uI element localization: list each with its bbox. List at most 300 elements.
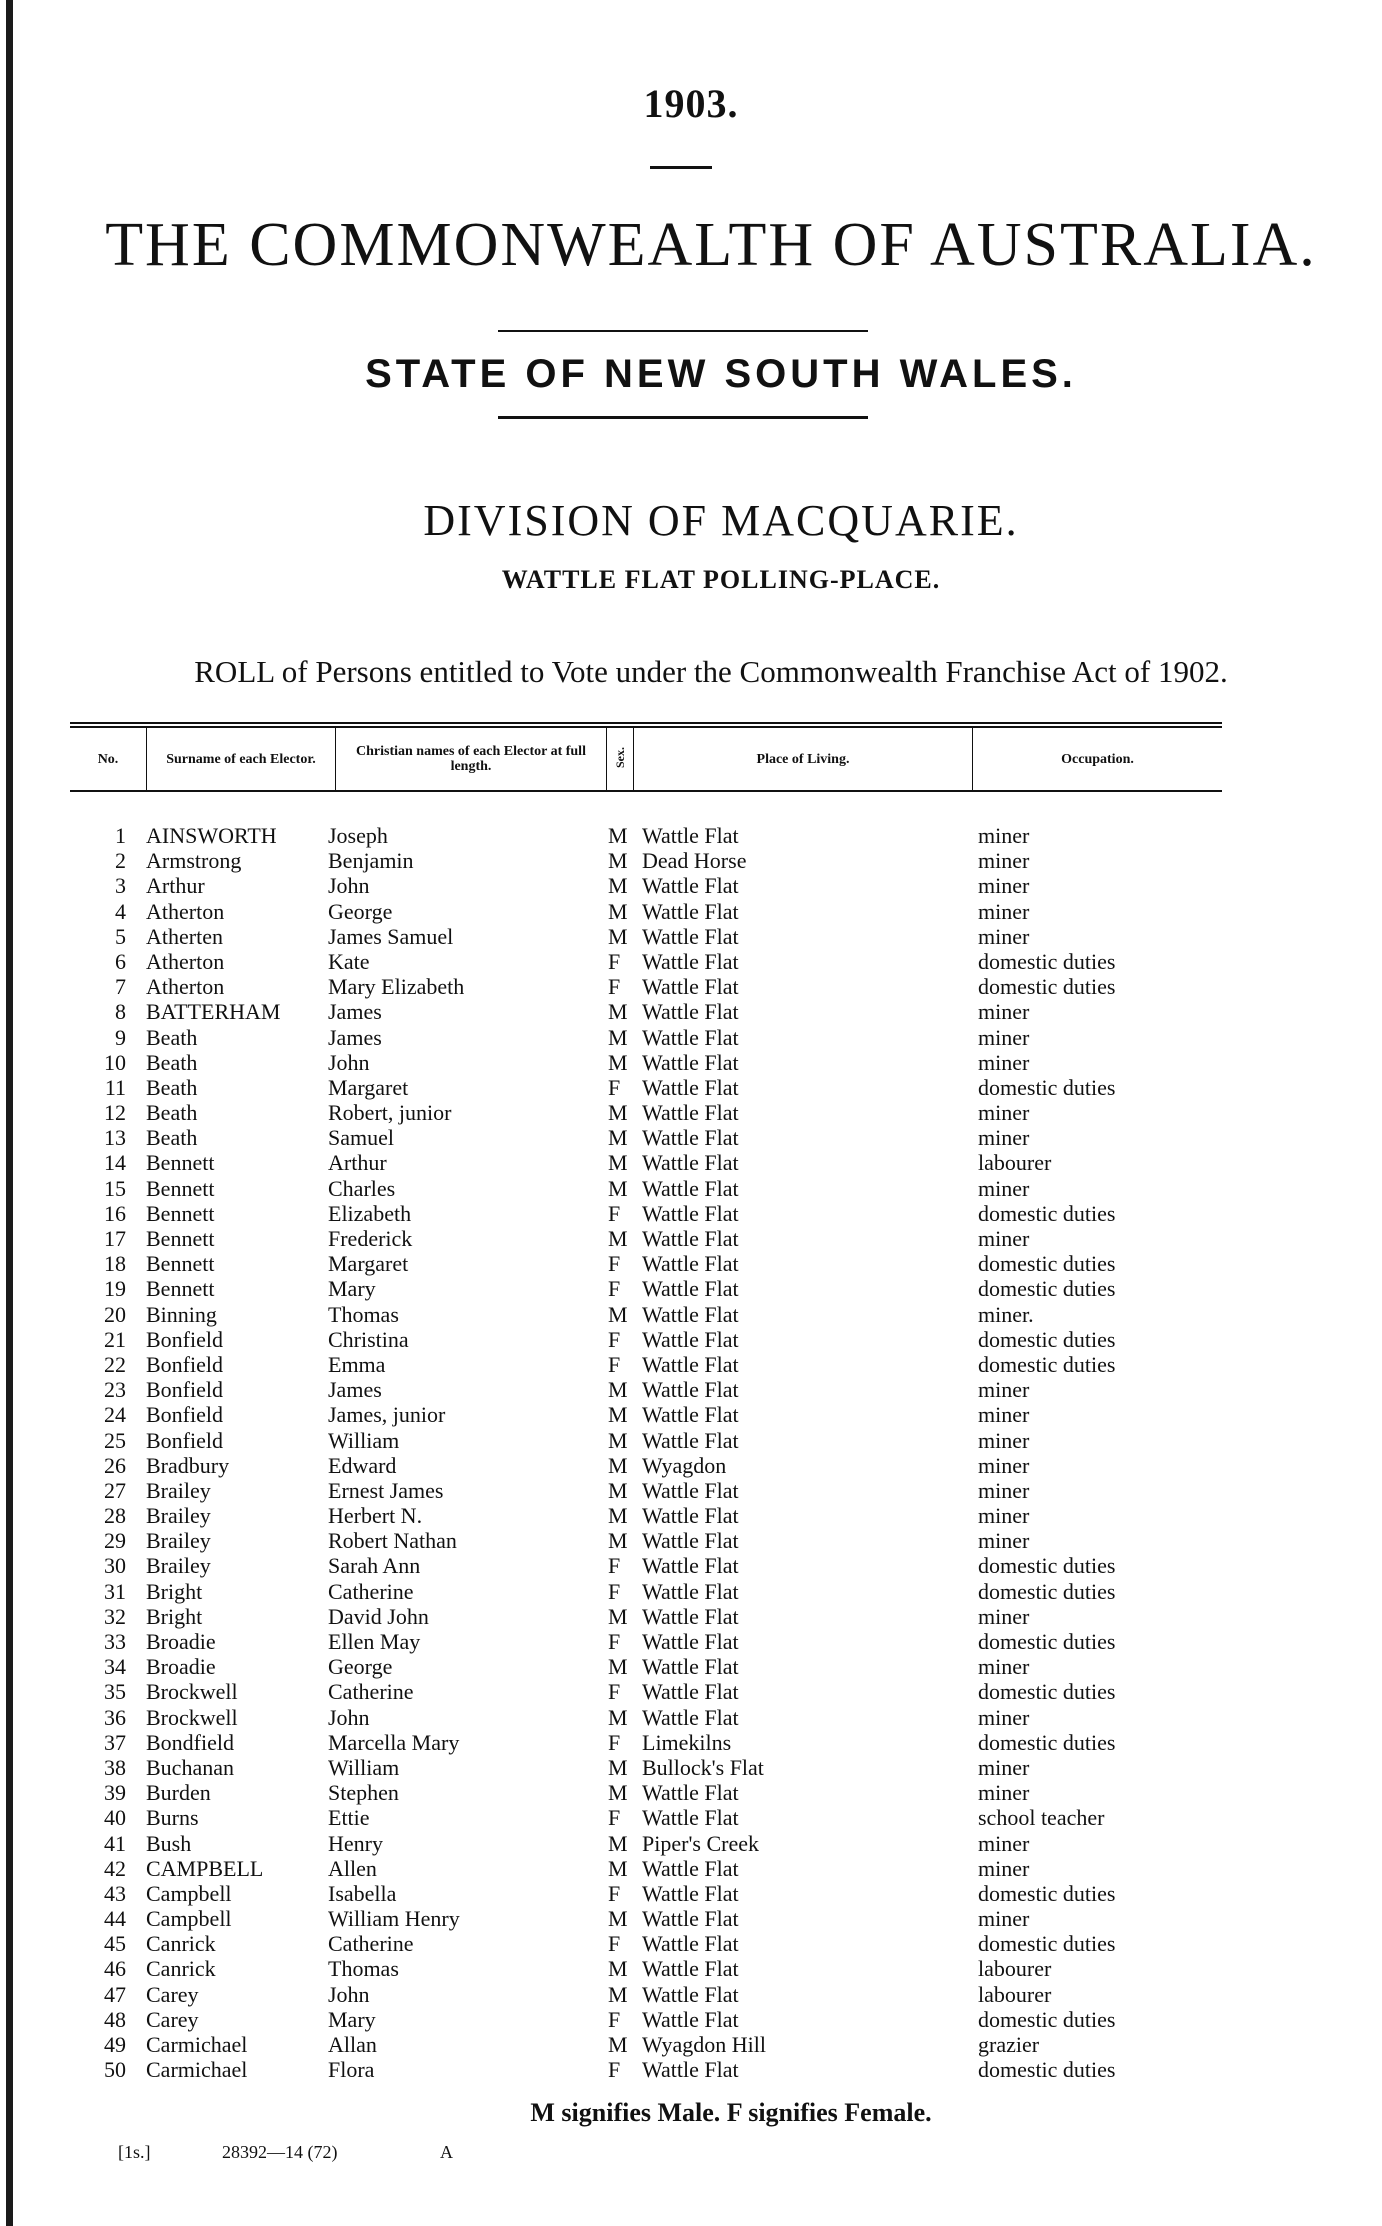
year-rule bbox=[650, 166, 712, 169]
entry-place: Bullock's Flat bbox=[642, 1754, 764, 1780]
entry-occupation: miner bbox=[978, 1830, 1030, 1856]
entry-occupation: domestic duties bbox=[978, 1679, 1116, 1705]
entry-number: 1 bbox=[115, 823, 126, 848]
entry-christian-names: Stephen bbox=[328, 1780, 399, 1806]
entry-sex: F bbox=[608, 1276, 621, 1302]
entry-surname: Brockwell bbox=[146, 1704, 238, 1730]
entry-sex: M bbox=[608, 1855, 628, 1881]
entry-place: Wattle Flat bbox=[642, 1654, 739, 1680]
entry-surname: Bennett bbox=[146, 1200, 215, 1226]
entry-place: Wattle Flat bbox=[642, 1049, 739, 1075]
roll-entry-row bbox=[0, 2057, 1382, 2082]
roll-entry-row bbox=[0, 1931, 1382, 1956]
roll-entry-row bbox=[0, 1553, 1382, 1578]
entry-number: 6 bbox=[115, 948, 126, 974]
roll-entry-row bbox=[0, 848, 1382, 873]
entry-occupation: miner bbox=[978, 1377, 1030, 1403]
entry-number: 48 bbox=[104, 2006, 126, 2032]
entry-number: 2 bbox=[115, 848, 126, 874]
entry-place: Wattle Flat bbox=[642, 1024, 739, 1050]
entry-number: 20 bbox=[104, 1301, 126, 1327]
entry-number: 29 bbox=[104, 1528, 126, 1554]
entry-christian-names: James bbox=[328, 1024, 382, 1050]
entry-place: Wattle Flat bbox=[642, 1226, 739, 1251]
entry-occupation: domestic duties bbox=[978, 1326, 1116, 1352]
entry-sex: M bbox=[608, 1528, 628, 1554]
entry-surname: Beath bbox=[146, 1100, 198, 1126]
entry-surname: Beath bbox=[146, 1074, 198, 1100]
column-header-sex-label: Sex. bbox=[612, 746, 627, 768]
entry-surname: Brailey bbox=[146, 1503, 211, 1529]
roll-entry-row bbox=[0, 1780, 1382, 1805]
entry-christian-names: Thomas bbox=[328, 1956, 399, 1982]
entry-number: 17 bbox=[104, 1226, 126, 1251]
roll-entries bbox=[0, 823, 1382, 2082]
entry-christian-names: Catherine bbox=[328, 1578, 414, 1604]
entry-surname: Broadie bbox=[146, 1654, 216, 1680]
entry-number: 3 bbox=[115, 873, 126, 899]
entry-number: 14 bbox=[104, 1150, 126, 1176]
entry-occupation: miner bbox=[978, 1704, 1030, 1730]
document-title: THE COMMONWEALTH OF AUSTRALIA. bbox=[105, 211, 1317, 279]
entry-christian-names: Henry bbox=[328, 1830, 383, 1856]
roll-entry-row bbox=[0, 1377, 1382, 1402]
entry-christian-names: Elizabeth bbox=[328, 1200, 412, 1226]
entry-surname: Atherton bbox=[146, 948, 225, 974]
entry-sex: M bbox=[608, 1049, 628, 1075]
entry-occupation: miner bbox=[978, 1528, 1030, 1554]
entry-number: 5 bbox=[115, 923, 126, 949]
entry-place: Piper's Creek bbox=[642, 1830, 759, 1856]
roll-entry-row bbox=[0, 1478, 1382, 1503]
roll-entry-row bbox=[0, 1503, 1382, 1528]
entry-sex: M bbox=[608, 999, 628, 1025]
entry-number: 47 bbox=[104, 1981, 126, 2007]
entry-occupation: labourer bbox=[978, 1150, 1052, 1176]
entry-occupation: miner bbox=[978, 1603, 1030, 1629]
entry-surname: Carmichael bbox=[146, 2032, 248, 2057]
entry-surname: Brockwell bbox=[146, 1679, 238, 1705]
entry-christian-names: Flora bbox=[328, 2057, 375, 2083]
entry-place: Wattle Flat bbox=[642, 1855, 739, 1881]
entry-sex: F bbox=[608, 2057, 621, 2083]
entry-number: 33 bbox=[104, 1629, 126, 1654]
entry-occupation: miner bbox=[978, 1049, 1030, 1075]
entry-place: Wattle Flat bbox=[642, 1906, 739, 1932]
entry-number: 8 bbox=[115, 999, 126, 1025]
roll-entry-row bbox=[0, 1831, 1382, 1856]
entry-place: Wattle Flat bbox=[642, 1553, 739, 1579]
entry-place: Wattle Flat bbox=[642, 898, 739, 924]
roll-entry-row bbox=[0, 1654, 1382, 1679]
entry-surname: Canrick bbox=[146, 1956, 216, 1982]
entry-surname: Bonfield bbox=[146, 1377, 223, 1403]
roll-entry-row bbox=[0, 1453, 1382, 1478]
roll-entry-row bbox=[0, 1100, 1382, 1125]
entry-number: 23 bbox=[104, 1377, 126, 1403]
entry-occupation: miner bbox=[978, 873, 1030, 899]
entry-occupation: miner bbox=[978, 1452, 1030, 1478]
entry-christian-names: Arthur bbox=[328, 1150, 387, 1176]
entry-place: Wattle Flat bbox=[642, 1301, 739, 1327]
entry-sex: F bbox=[608, 1326, 621, 1352]
entry-surname: Canrick bbox=[146, 1931, 216, 1957]
roll-entry-row bbox=[0, 1201, 1382, 1226]
entry-occupation: domestic duties bbox=[978, 1931, 1116, 1957]
entry-sex: F bbox=[608, 974, 621, 1000]
roll-entry-row bbox=[0, 999, 1382, 1024]
entry-number: 13 bbox=[104, 1125, 126, 1151]
entry-place: Wattle Flat bbox=[642, 1679, 739, 1705]
entry-occupation: domestic duties bbox=[978, 1729, 1116, 1755]
entry-sex: M bbox=[608, 1150, 628, 1176]
roll-entry-row bbox=[0, 1629, 1382, 1654]
roll-entry-row bbox=[0, 1327, 1382, 1352]
entry-sex: M bbox=[608, 1226, 628, 1251]
entry-place: Dead Horse bbox=[642, 848, 747, 874]
entry-place: Wattle Flat bbox=[642, 2057, 739, 2083]
entry-number: 31 bbox=[104, 1578, 126, 1604]
entry-occupation: miner bbox=[978, 823, 1030, 848]
roll-entry-row bbox=[0, 1150, 1382, 1175]
entry-surname: Burden bbox=[146, 1780, 211, 1806]
entry-occupation: domestic duties bbox=[978, 2057, 1116, 2083]
entry-place: Wattle Flat bbox=[642, 1629, 739, 1654]
entry-christian-names: Robert, junior bbox=[328, 1100, 452, 1126]
entry-christian-names: James bbox=[328, 999, 382, 1025]
entry-surname: Bennett bbox=[146, 1226, 215, 1251]
entry-sex: M bbox=[608, 1704, 628, 1730]
entry-number: 15 bbox=[104, 1175, 126, 1201]
roll-entry-row bbox=[0, 2032, 1382, 2057]
entry-sex: M bbox=[608, 1024, 628, 1050]
entry-place: Wattle Flat bbox=[642, 1351, 739, 1377]
entry-christian-names: Catherine bbox=[328, 1931, 414, 1957]
entry-occupation: domestic duties bbox=[978, 1553, 1116, 1579]
entry-occupation: grazier bbox=[978, 2032, 1040, 2057]
entry-christian-names: James Samuel bbox=[328, 923, 454, 949]
entry-christian-names: Mary Elizabeth bbox=[328, 974, 465, 1000]
entry-christian-names: Ernest James bbox=[328, 1477, 444, 1503]
entry-number: 10 bbox=[104, 1049, 126, 1075]
entry-christian-names: Edward bbox=[328, 1452, 397, 1478]
entry-number: 38 bbox=[104, 1754, 126, 1780]
roll-entry-row bbox=[0, 1050, 1382, 1075]
column-header-no: No. bbox=[97, 751, 119, 767]
entry-sex: M bbox=[608, 898, 628, 924]
entry-occupation: miner bbox=[978, 1402, 1030, 1428]
entry-sex: M bbox=[608, 1477, 628, 1503]
roll-entry-row bbox=[0, 823, 1382, 848]
entry-place: Wattle Flat bbox=[642, 1326, 739, 1352]
entry-number: 37 bbox=[104, 1729, 126, 1755]
entry-sex: M bbox=[608, 873, 628, 899]
entry-place: Wattle Flat bbox=[642, 1578, 739, 1604]
entry-occupation: domestic duties bbox=[978, 1880, 1116, 1906]
entry-number: 49 bbox=[104, 2032, 126, 2057]
entry-christian-names: William bbox=[328, 1427, 400, 1453]
roll-entry-row bbox=[0, 1025, 1382, 1050]
entry-place: Wattle Flat bbox=[642, 1880, 739, 1906]
footer-sheet-letter: A bbox=[440, 2142, 453, 2162]
entry-surname: Campbell bbox=[146, 1906, 232, 1932]
entry-sex: F bbox=[608, 948, 621, 974]
entry-surname: Binning bbox=[146, 1301, 217, 1327]
column-header-sex bbox=[607, 725, 634, 791]
entry-christian-names: John bbox=[328, 1704, 370, 1730]
roll-table-header bbox=[70, 722, 1222, 792]
entry-place: Wattle Flat bbox=[642, 1377, 739, 1403]
entry-place: Wattle Flat bbox=[642, 1477, 739, 1503]
entry-surname: Atherton bbox=[146, 898, 225, 924]
entry-number: 50 bbox=[104, 2057, 126, 2083]
entry-sex: M bbox=[608, 1981, 628, 2007]
roll-entry-row bbox=[0, 1856, 1382, 1881]
entry-number: 18 bbox=[104, 1251, 126, 1277]
entry-place: Wattle Flat bbox=[642, 1074, 739, 1100]
entry-number: 24 bbox=[104, 1402, 126, 1428]
entry-number: 11 bbox=[104, 1074, 126, 1100]
entry-sex: M bbox=[608, 1402, 628, 1428]
entry-sex: M bbox=[608, 1452, 628, 1478]
entry-sex: M bbox=[608, 1301, 628, 1327]
entry-number: 40 bbox=[104, 1805, 126, 1831]
entry-surname: Brailey bbox=[146, 1528, 211, 1554]
entry-christian-names: George bbox=[328, 1654, 393, 1680]
roll-entry-row bbox=[0, 2007, 1382, 2032]
entry-christian-names: Catherine bbox=[328, 1679, 414, 1705]
entry-surname: Bennett bbox=[146, 1276, 215, 1302]
entry-surname: AINSWORTH bbox=[146, 823, 277, 848]
entry-christian-names: Mary bbox=[328, 2006, 376, 2032]
entry-place: Wattle Flat bbox=[642, 1603, 739, 1629]
entry-number: 27 bbox=[104, 1477, 126, 1503]
entry-number: 4 bbox=[115, 898, 126, 924]
entry-occupation: miner. bbox=[978, 1301, 1034, 1327]
entry-sex: F bbox=[608, 1629, 621, 1654]
entry-place: Wattle Flat bbox=[642, 923, 739, 949]
entry-occupation: miner bbox=[978, 848, 1030, 874]
entry-sex: M bbox=[608, 1427, 628, 1453]
entry-christian-names: George bbox=[328, 898, 393, 924]
entry-christian-names: Isabella bbox=[328, 1880, 397, 1906]
entry-surname: Bradbury bbox=[146, 1452, 230, 1478]
entry-number: 44 bbox=[104, 1906, 126, 1932]
entry-place: Wattle Flat bbox=[642, 1805, 739, 1831]
entry-surname: Beath bbox=[146, 1125, 198, 1151]
entry-number: 21 bbox=[104, 1326, 126, 1352]
entry-occupation: miner bbox=[978, 898, 1030, 924]
entry-surname: Bonfield bbox=[146, 1402, 223, 1428]
entry-sex: F bbox=[608, 1805, 621, 1831]
entry-place: Wattle Flat bbox=[642, 974, 739, 1000]
entry-occupation: miner bbox=[978, 1100, 1030, 1126]
entry-occupation: domestic duties bbox=[978, 974, 1116, 1000]
entry-occupation: miner bbox=[978, 1427, 1030, 1453]
roll-entry-row bbox=[0, 1906, 1382, 1931]
entry-place: Wyagdon bbox=[642, 1452, 727, 1478]
roll-entry-row bbox=[0, 1755, 1382, 1780]
entry-occupation: miner bbox=[978, 1125, 1030, 1151]
entry-christian-names: Allen bbox=[328, 1855, 377, 1881]
entry-surname: Bright bbox=[146, 1603, 203, 1629]
entry-number: 39 bbox=[104, 1780, 126, 1806]
entry-surname: Bennett bbox=[146, 1251, 215, 1277]
roll-entry-row bbox=[0, 1679, 1382, 1704]
roll-entry-row bbox=[0, 1881, 1382, 1906]
division-heading: DIVISION OF MACQUARIE. bbox=[423, 496, 1019, 545]
entry-surname: Broadie bbox=[146, 1629, 216, 1654]
entry-christian-names: Samuel bbox=[328, 1125, 394, 1151]
state-heading: STATE OF NEW SOUTH WALES. bbox=[365, 352, 1077, 396]
entry-christian-names: Frederick bbox=[328, 1226, 413, 1251]
entry-surname: Campbell bbox=[146, 1880, 232, 1906]
entry-number: 7 bbox=[115, 974, 126, 1000]
roll-entry-row bbox=[0, 1226, 1382, 1251]
entry-christian-names: John bbox=[328, 1981, 370, 2007]
entry-sex: F bbox=[608, 1679, 621, 1705]
entry-sex: F bbox=[608, 1931, 621, 1957]
entry-christian-names: Sarah Ann bbox=[328, 1553, 421, 1579]
entry-surname: Bush bbox=[146, 1830, 192, 1856]
entry-occupation: domestic duties bbox=[978, 1200, 1116, 1226]
entry-occupation: labourer bbox=[978, 1981, 1052, 2007]
entry-occupation: miner bbox=[978, 999, 1030, 1025]
footer-mark: [1s.] bbox=[118, 2142, 151, 2162]
entry-occupation: school teacher bbox=[978, 1805, 1105, 1831]
entry-number: 30 bbox=[104, 1553, 126, 1579]
entry-place: Wattle Flat bbox=[642, 1931, 739, 1957]
entry-christian-names: William Henry bbox=[328, 1906, 460, 1932]
entry-sex: F bbox=[608, 2006, 621, 2032]
entry-number: 35 bbox=[104, 1679, 126, 1705]
entry-surname: Brailey bbox=[146, 1553, 211, 1579]
entry-surname: Burns bbox=[146, 1805, 199, 1831]
entry-christian-names: Charles bbox=[328, 1175, 396, 1201]
entry-surname: Atherten bbox=[146, 923, 223, 949]
entry-occupation: domestic duties bbox=[978, 948, 1116, 974]
entry-christian-names: Benjamin bbox=[328, 848, 414, 874]
entry-christian-names: Ettie bbox=[328, 1805, 370, 1831]
entry-surname: Bonfield bbox=[146, 1326, 223, 1352]
entry-occupation: miner bbox=[978, 1024, 1030, 1050]
roll-entry-row bbox=[0, 1251, 1382, 1276]
column-header-surname: Surname of each Elector. bbox=[147, 725, 336, 791]
entry-number: 46 bbox=[104, 1956, 126, 1982]
column-header-christian-names: Christian names of each Elector at full length. bbox=[336, 725, 607, 791]
entry-place: Wattle Flat bbox=[642, 2006, 739, 2032]
entry-number: 45 bbox=[104, 1931, 126, 1957]
entry-number: 36 bbox=[104, 1704, 126, 1730]
entry-christian-names: Herbert N. bbox=[328, 1503, 423, 1529]
entry-christian-names: Allan bbox=[328, 2032, 377, 2057]
entry-sex: M bbox=[608, 1503, 628, 1529]
roll-entry-row bbox=[0, 1125, 1382, 1150]
entry-christian-names: Robert Nathan bbox=[328, 1528, 457, 1554]
entry-surname: Bennett bbox=[146, 1175, 215, 1201]
entry-place: Wattle Flat bbox=[642, 1200, 739, 1226]
entry-occupation: miner bbox=[978, 1780, 1030, 1806]
entry-occupation: miner bbox=[978, 1226, 1030, 1251]
entry-place: Wattle Flat bbox=[642, 1276, 739, 1302]
entry-surname: Bonfield bbox=[146, 1351, 223, 1377]
entry-christian-names: Kate bbox=[328, 948, 370, 974]
roll-entry-row bbox=[0, 1730, 1382, 1755]
entry-number: 19 bbox=[104, 1276, 126, 1302]
entry-occupation: miner bbox=[978, 1754, 1030, 1780]
entry-number: 32 bbox=[104, 1603, 126, 1629]
roll-entry-row bbox=[0, 1428, 1382, 1453]
entry-surname: Armstrong bbox=[146, 848, 242, 874]
entry-place: Wattle Flat bbox=[642, 1402, 739, 1428]
entry-place: Wattle Flat bbox=[642, 948, 739, 974]
entry-occupation: miner bbox=[978, 1175, 1030, 1201]
entry-sex: M bbox=[608, 1754, 628, 1780]
entry-christian-names: Joseph bbox=[328, 823, 388, 848]
entry-sex: F bbox=[608, 1251, 621, 1277]
entry-place: Wattle Flat bbox=[642, 1503, 739, 1529]
entry-christian-names: James, junior bbox=[328, 1402, 446, 1428]
column-header-occupation: Occupation. bbox=[973, 725, 1223, 791]
entry-occupation: domestic duties bbox=[978, 1251, 1116, 1277]
entry-surname: Beath bbox=[146, 1049, 198, 1075]
entry-sex: F bbox=[608, 1880, 621, 1906]
entry-place: Wattle Flat bbox=[642, 1100, 739, 1126]
entry-occupation: domestic duties bbox=[978, 1578, 1116, 1604]
entry-sex: F bbox=[608, 1351, 621, 1377]
polling-place-heading: WATTLE FLAT POLLING-PLACE. bbox=[501, 565, 941, 594]
entry-place: Wattle Flat bbox=[642, 1427, 739, 1453]
entry-surname: Bright bbox=[146, 1578, 203, 1604]
entry-number: 28 bbox=[104, 1503, 126, 1529]
entry-sex: M bbox=[608, 823, 628, 848]
entry-occupation: miner bbox=[978, 1477, 1030, 1503]
entry-occupation: domestic duties bbox=[978, 1351, 1116, 1377]
entry-christian-names: John bbox=[328, 1049, 370, 1075]
entry-place: Wattle Flat bbox=[642, 1125, 739, 1151]
entry-christian-names: Marcella Mary bbox=[328, 1729, 460, 1755]
entry-christian-names: Emma bbox=[328, 1351, 386, 1377]
entry-christian-names: Margaret bbox=[328, 1074, 409, 1100]
entry-surname: Bondfield bbox=[146, 1729, 234, 1755]
entry-sex: M bbox=[608, 1654, 628, 1680]
roll-entry-row bbox=[0, 1176, 1382, 1201]
entry-sex: F bbox=[608, 1729, 621, 1755]
entry-christian-names: Christina bbox=[328, 1326, 409, 1352]
entry-surname: Carey bbox=[146, 2006, 199, 2032]
entry-place: Wattle Flat bbox=[642, 999, 739, 1025]
entry-sex: M bbox=[608, 923, 628, 949]
entry-surname: Buchanan bbox=[146, 1754, 234, 1780]
entry-occupation: miner bbox=[978, 923, 1030, 949]
entry-sex: F bbox=[608, 1074, 621, 1100]
entry-occupation: domestic duties bbox=[978, 1276, 1116, 1302]
entry-surname: Bennett bbox=[146, 1150, 215, 1176]
entry-place: Wattle Flat bbox=[642, 1780, 739, 1806]
entry-sex: F bbox=[608, 1578, 621, 1604]
entry-occupation: miner bbox=[978, 1654, 1030, 1680]
column-header-place: Place of Living. bbox=[634, 725, 973, 791]
entry-sex: M bbox=[608, 1603, 628, 1629]
footer-print-code: 28392—14 (72) bbox=[222, 2142, 338, 2162]
entry-surname: Carey bbox=[146, 1981, 199, 2007]
entry-surname: Beath bbox=[146, 1024, 198, 1050]
entry-sex: M bbox=[608, 1175, 628, 1201]
roll-entry-row bbox=[0, 1982, 1382, 2007]
entry-christian-names: James bbox=[328, 1377, 382, 1403]
entry-sex: F bbox=[608, 1200, 621, 1226]
entry-number: 41 bbox=[104, 1830, 126, 1856]
